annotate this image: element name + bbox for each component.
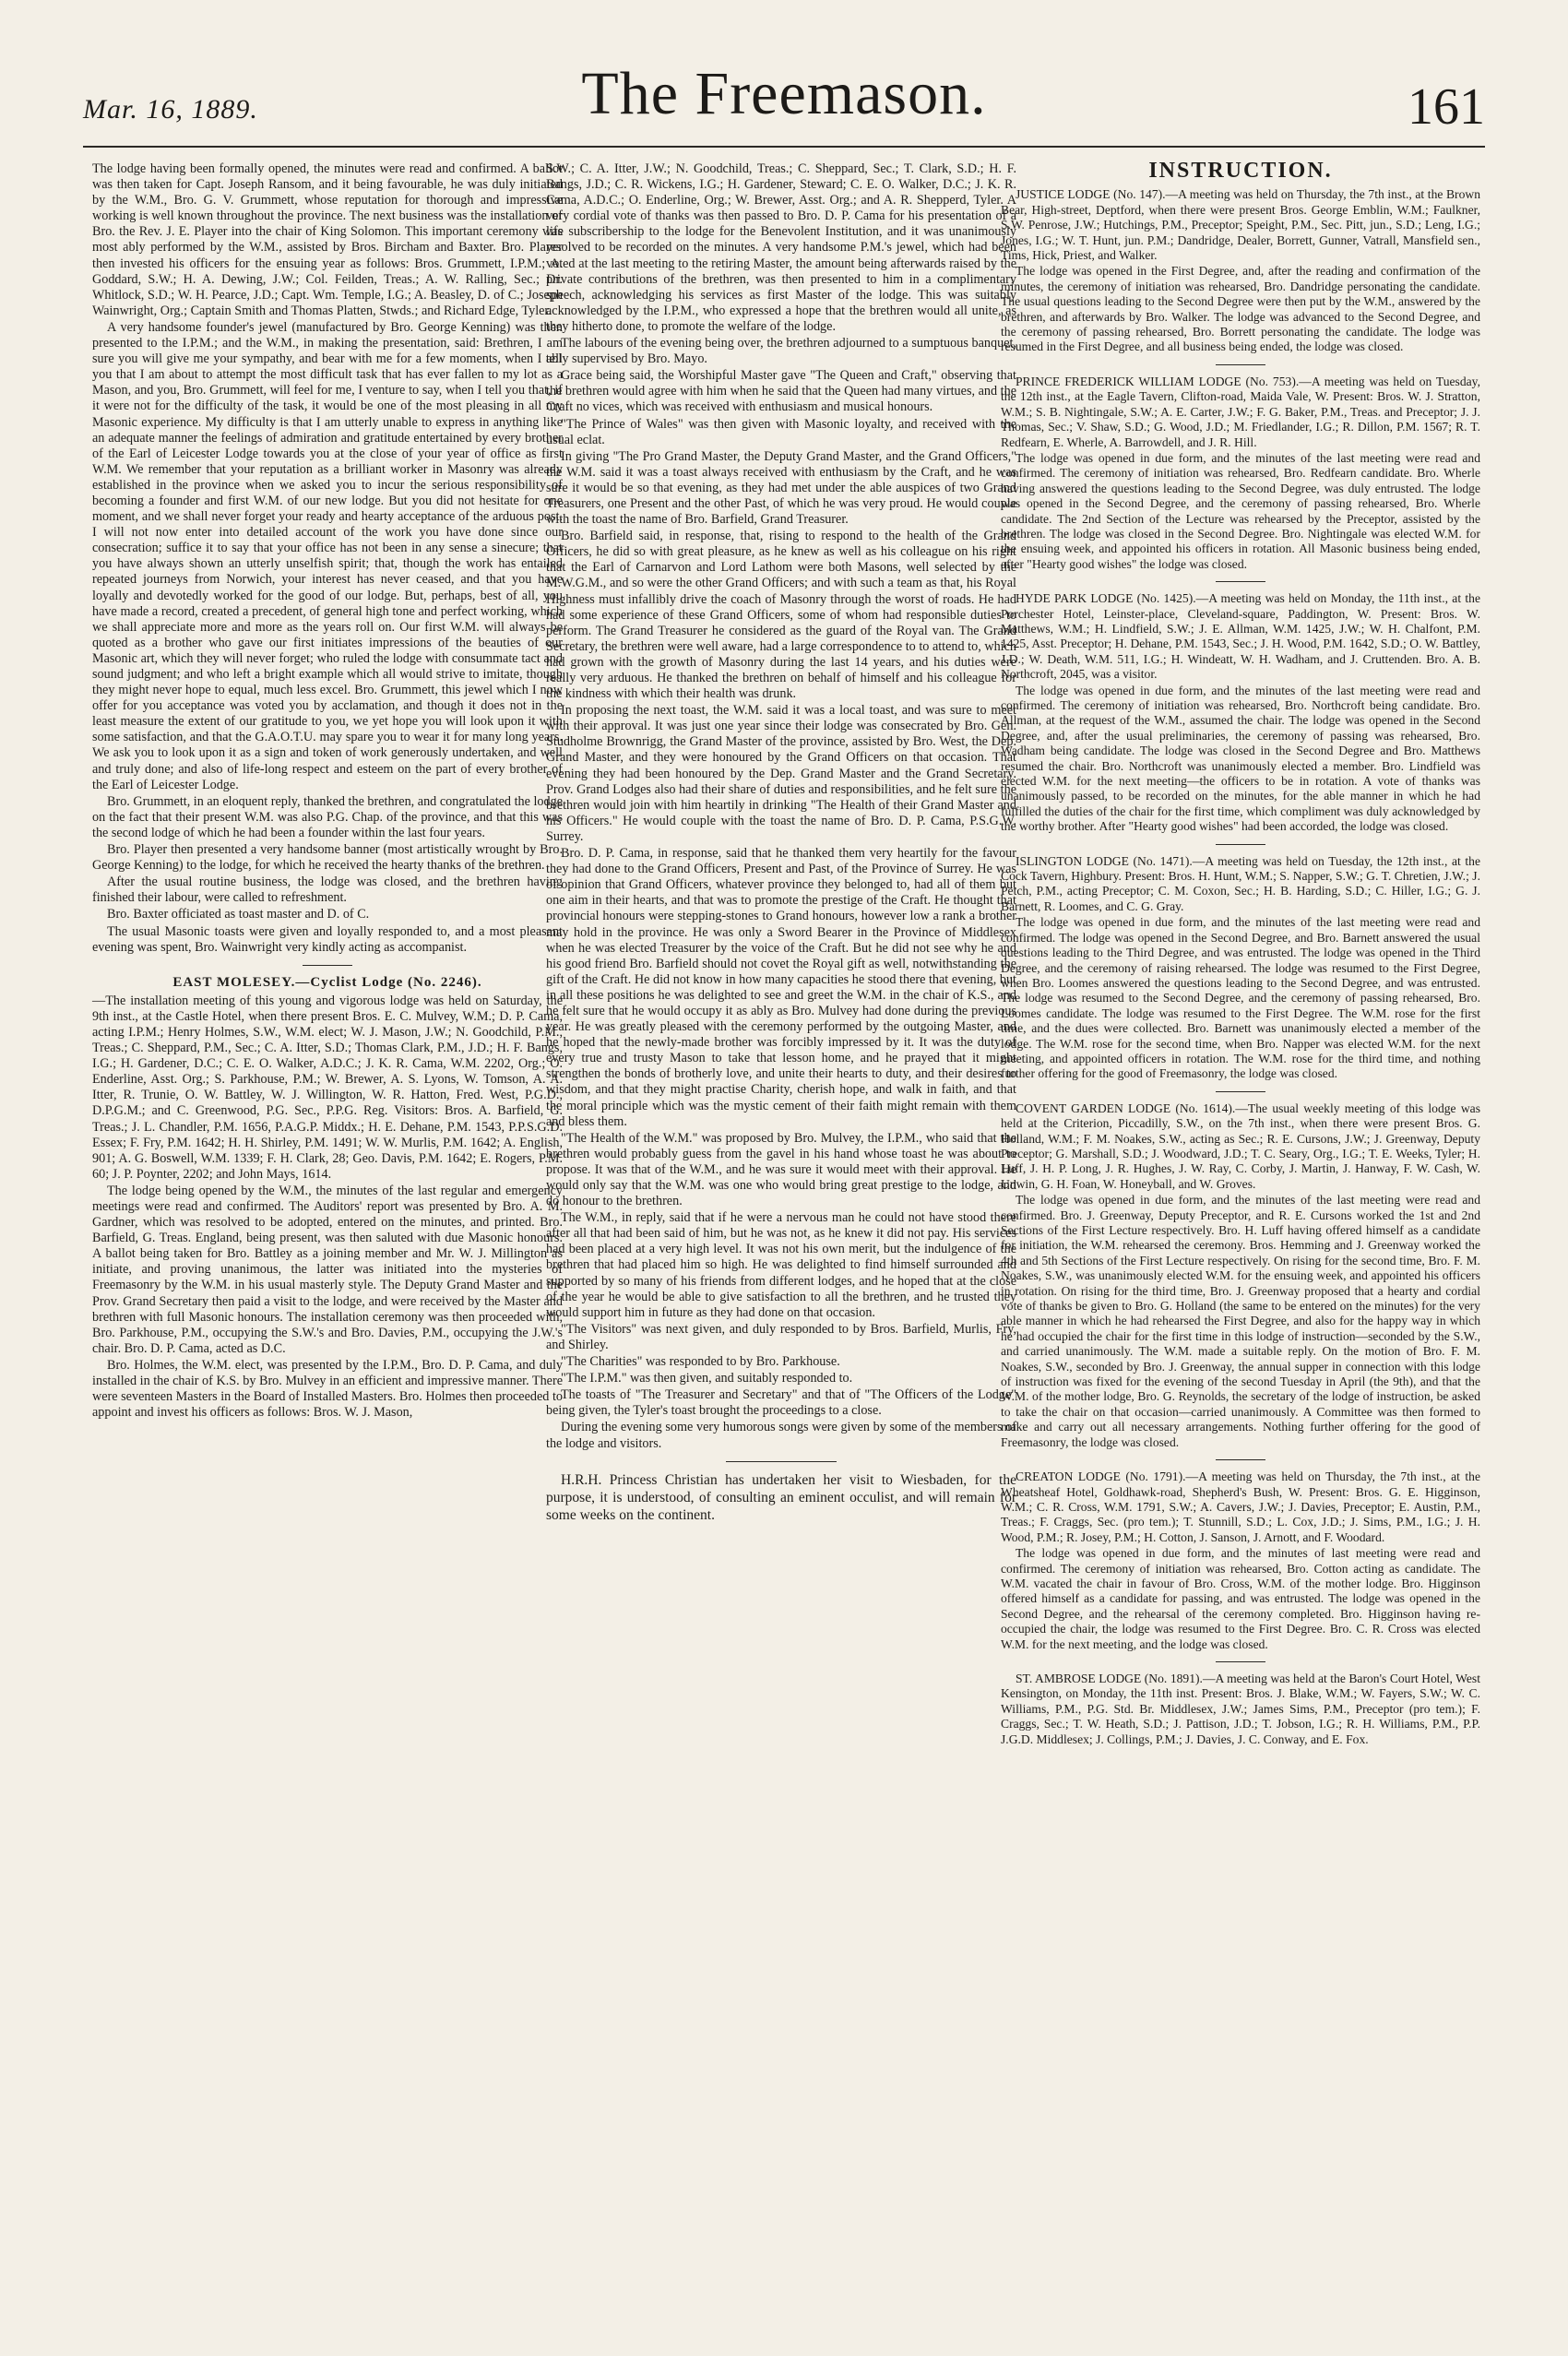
col1-section-paragraph: Bro. Holmes, the W.M. elect, was presented by the I.P.M., Bro. D. P. Cama, and duly installed in the chair of K.S. by Bro. Mulvey in an efficient and impressive manner. There were seventeen Masters in the Board of Installed Masters. Bro. Holmes then proceeded to appoint and invest his officers as follows: Bros. W. J. Mason, (92, 1357, 563, 1421)
col2-paragraph: "The Charities" was responded to by Bro. Parkhouse. (561, 1354, 840, 1370)
lodge-report-paragraph: The lodge was opened in due form, and the minutes of last meeting were read and confirmed. The ceremony of initiation was rehearsed, Bro. Cotton acting as candidate. The W.M. vacated the chair in favour of Bro. Cross, W.M. of the mother lodge. Bro. Higginson offered himself as a candidate for passing, and was entrusted. The lodge was opened in the Second Degree, and the rehearsal of the ceremony completed. Bro. Higginson having re-occupied the chair, the lodge was resumed to the First Degree. Bro. C. R. Cross was elected W.M. for the next meeting, and the lodge was closed. (1001, 1546, 1480, 1651)
col1-paragraph: After the usual routine business, the lodge was closed, and the brethren having finished their labour, were called to refreshment. (92, 875, 563, 906)
col2-paragraph: The labours of the evening being over, the brethren adjourned to a sumptuous banquet, ably supervised by Bro. Mayo. (546, 336, 1016, 367)
col2-paragraph: "The Prince of Wales" was then given with Masonic loyalty, and received with the usual eclat. (546, 416, 1016, 447)
section-separator (1216, 364, 1265, 365)
lodge-report-paragraph: HYDE PARK LODGE (No. 1425).—A meeting was held on Monday, the 11th inst., at the Porchester Hotel, Leinster-place, Cleveland-square, Paddington, W. Present: Bros. W. Matthews, W.M.; H. Lindfield, S.W.; J. E. Allman, W.M. 1425, J.W.; W. H. Chalfont, P.M. 1425, Asst. Preceptor; H. Dehane, P.M. 1543, Sec.; J. H. Wood, P.M. 1642, S.D.; O. W. Battley, J.D.; W. Death, W.M. 511, I.G.; H. Windeatt, W. H. Wadham, and J. Cruttenden. Bro. A. B. Northcroft, 2045, was a visitor. (1001, 591, 1480, 682)
col1-paragraph: A very handsome founder's jewel (manufactured by Bro. George Kenning) was then presented to the I.P.M.; and the W.M., in making the presentation, said: Brethren, I am sure you will give me your sympathy, and bear with me for a few moments, when I tell you that I am about to attempt the most difficult task that has ever fallen to my lot as a Mason, and you, Bro. Grummett, will feel for me, I venture to say, when I tell you that, if it were not for the difficulty of the task, it would be one of the most pleasing in all my Masonic experience. My difficulty is that I am utterly unable to express in anything like an adequate manner the feelings of admiration and gratitude entertained by every brother of the Earl of Leicester Lodge towards you at the close of your year of office as first W.M. We remember that your reputation as a brilliant worker in Masonry was already established in the province when we asked you to incur the serious responsibility of becoming a founder and first W.M. of our new lodge. But you did not hesitate for one moment, and we shall never forget your ready and hearty acceptance of the arduous post. I will not now enter into detailed account of the work you have done since our consecration; suffice it to say that your office has not been in any sense a sinecure; that you have always shown an utterly unselfish spirit; that, though the work has entailed repeated journeys from Norwich, your interest has never ceased, and that you have loyally and devotedly worked for the good of our lodge. But, perhaps, best of all, you have made a record, created a precedent, of general high tone and perfect working, which we shall appreciate more and more as the years roll on. Our first W.M. will always be quoted as a brother who gave our first initiates impressions of the beauties of our Masonic art, which they will never forget; who ruled the lodge with consummate tact and sound judgment; and who left a bright example which all would strive to imitate, though they might never hope to equal, much less excel. Bro. Grummett, this jewel which I now offer for you acceptance was voted you by acclamation, and though it does not in the least measure the extent of our gratitude to you, we yet hope you will look upon it with some satisfaction, and that the G.A.O.T.U. may spare you to wear it for many long years. We ask you to look upon it as a sign and token of work generously undertaken, and well and truly done; and also of life-long respect and esteem on the part of every brother of the Earl of Leicester Lodge. (92, 319, 563, 792)
masthead-title: The Freemason. (581, 60, 987, 127)
lodge-report-paragraph: ISLINGTON LODGE (No. 1471).—A meeting was held on Tuesday, the 12th inst., at the Cock Tavern, Highbury. Present: Bros. H. Hunt, W.M.; S. Napper, S.W.; G. T. Chretien, J.W.; J. Petch, P.M., acting Preceptor; C. M. Coxon, Sec.; H. B. Harding, S.D.; C. Hiller, I.G.; G. J. Barnett, R. Loomes, and C. G. Gray. (1001, 853, 1480, 913)
column-2 (546, 161, 1016, 1525)
instruction-heading: INSTRUCTION. (1148, 159, 1333, 183)
col2-paragraph: Bro. D. P. Cama, in response, said that he thanked them very heartily for the favour they had done to the Grand Officers, Present and Past, of the Province of Surrey. He was of opinion that Grand Officers, whatever province they belonged to, had all of them but one aim in their hearts, and that was to promote the prestige of the Craft. He thought that provincial honours were stepping-stones to Grand honours, however low a rank a brother may hold in the province. He was only a Sword Bearer in the Province of Middlesex when he was elected Treasurer by the voice of the Craft. But he did not see why he and his good friend Bro. Barfield should not covet the Royal gift as well, notwithstanding the gift of the Craft. He did not know in how many capacities he stood there that evening, but in all these positions he was delighted to see and greet the W.M. in the chair of K.S., and he felt sure that he would occupy it as ably as Bro. Mulvey had done during the previous year. He was greatly pleased with the ceremony performed by the outgoing Master, and he hoped that the newly-made brother was forcibly impressed by it. It was the duty of every true and trusty Mason to take that lesson home, and he prayed that it might strengthen the bonds of brotherly love, and unite their hearts to duty, and their desires to wisdom, and that they might practise Charity, cherish hope, and walk in faith, and that the moral principle which was the mystic cement of their faith might remain with them and bless them. (546, 846, 1016, 1129)
column-3 (1001, 161, 1480, 1748)
lodge-report-paragraph: The lodge was opened in due form, and the minutes of the last meeting were read and confirmed. The lodge was opened in the Second Degree, and Bro. Barnett answered the usual questions leading to the Third Degree, and was entrusted. The lodge was opened in the Third Degree, and the ceremony of raising rehearsed. The lodge was resumed to the First Degree, when Bro. Loomes answered the questions leading to the Second Degree, and was entrusted. The lodge was resumed to the Second Degree, and the ceremony of passing rehearsed, Bro. Loomes candidate. The lodge was resumed to the First Degree. The W.M. rose for the first time, and the dues were collected. Bro. Barnett was unanimously elected a member of the lodge. The W.M. rose for the second time, when Bro. Napper was elected W.M. for the next meeting, and appointed officers in rotation. The W.M. rose for the third time, and nothing further offering for the good of Freemasonry, the lodge was closed. (1001, 915, 1480, 1081)
section-separator (726, 1461, 837, 1462)
col1-paragraph: The usual Masonic toasts were given and loyally responded to, and a most pleasant evening was spent, Bro. Wainwright very kindly acting as accompanist. (92, 923, 563, 955)
col1-paragraph: The lodge having been formally opened, the minutes were read and confirmed. A ballot was then taken for Capt. Joseph Ransom, and it being favourable, he was duly initiated by the W.M., Bro. G. V. Grummett, whose reputation for thorough and impressive working is well known throughout the province. The next business was the installation of Bro. the Rev. J. E. Player into the chair of King Solomon. This important ceremony was most ably performed by the W.M., assisted by Bros. Bircham and Baxter. Bro. Player then invested his officers for the ensuing year as follows: Bros. Grummett, I.P.M.; A. Goddard, S.W.; H. A. Dewing, J.W.; Col. Feilden, Treas.; A. W. Ralling, Sec.; Dr. Whitlock, S.D.; W. H. Pearce, J.D.; Capt. Wm. Temple, I.G.; A. Beasley, D. of C.; Joseph Wainwright, Org.; Captain Smith and Thomas Platten, Stwds.; and Richard Edge, Tyler. (92, 161, 563, 318)
royal-notice (546, 1471, 1016, 1524)
col1-section-paragraph: The lodge being opened by the W.M., the minutes of the last regular and emergency meetings were read and confirmed. The Auditors' report was presented by Bro. A. M. Gardner, which was resolved to be adopted, entered on the minutes, and printed. Bro. Barfield, G. Treas. England, being present, was then saluted with due Masonic honours. A ballot being taken for Bro. Battley as a joining member and Mr. W. J. Millington as initiate, and proving unanimous, the latter was initiated into the mysteries of Freemasonry by the W.M. in his usual masterly style. The Deputy Grand Master and the Prov. Grand Secretary then paid a visit to the lodge, and were received by the Master and brethren with full Masonic honours. The installation ceremony was then proceeded with, Bro. Parkhouse, P.M., occupying the S.W.'s and Bro. Davies, P.M., occupying the J.W.'s chair. Bro. D. P. Cama, acted as D.C. (92, 1183, 563, 1356)
issue-date: Mar. 16, 1889. (83, 94, 258, 125)
header-rule (83, 146, 1485, 148)
col1-paragraph: Bro. Baxter officiated as toast master and D. of C. (107, 907, 370, 922)
lodge-report-paragraph: PRINCE FREDERICK WILLIAM LODGE (No. 753).—A meeting was held on Tuesday, the 12th inst., at the Eagle Tavern, Clifton-road, Maida Vale, W. Present: Bros. W. J. Stratton, W.M.; S. B. Nightingale, S.W.; A. E. Carter, J.W.; F. G. Baker, P.M., Treas. and Preceptor; J. J. Thomas, Sec.; V. Shaw, S.D.; G. Wood, J.D.; M. Friedlander, I.G.; R. Dillon, P.M. 1567; R. T. Redfearn, E. Wherle, A. Barrowdell, and J. R. Hill. (1001, 374, 1480, 449)
col2-paragraph: In giving "The Pro Grand Master, the Deputy Grand Master, and the Grand Officers," the W.M. said it was a toast always received with enthusiasm by the Craft, and he was sure it would be so that evening, as they had met under the able auspices of two Grand Treasurers, one Present and the other Past, of which he was very proud. He would couple with the toast the name of Bro. Barfield, Grand Treasurer. (546, 448, 1016, 528)
lodge-report-paragraph: COVENT GARDEN LODGE (No. 1614).—The usual weekly meeting of this lodge was held at the Criterion, Piccadilly, S.W., on the 7th inst., when there were present Bros. G. Holland, W.M.; F. M. Noakes, S.W., acting as Sec.; R. E. Cursons, J.W.; J. Greenway, Deputy Preceptor; G. Marshall, S.D.; J. Woodward, J.D.; T. C. Seary, Org., I.G.; T. E. Weeks, Tyler; H. Luff, J. H. P. Long, J. R. Hughes, J. W. Ray, C. Corby, J. Martin, J. Hanway, F. W. Cash, W. Unwin, G. H. Foan, W. Honeyball, and W. Groves. (1001, 1101, 1480, 1191)
lodge-report-paragraph: JUSTICE LODGE (No. 147).—A meeting was held on Thursday, the 7th inst., at the Brown Bear, High-street, Deptford, when there were present Bros. George Emblin, W.M.; Faulkner, S.W. Penrose, J.W.; Hutchings, P.M., Preceptor; Speight, P.M., Sec. Pitt, jun., S.D.; Leng, I.G.; Jones, I.G.; W. T. Hunt, jun. P.M.; Dandridge, Dealer, Borrett, Gunner, Vatrall, Mansfield sen., Tims, Hick, Priest, and Walker. (1001, 187, 1480, 263)
col2-paragraph: In proposing the next toast, the W.M. said it was a local toast, and was sure to meet with their approval. It was just one year since their lodge was consecrated by Bro. Gen. Studholme Brownrigg, the Grand Master of the province, assisted by Bro. West, the Dep. Grand Master, and they were honoured by the Grand Officers on that occasion. That evening they had been honoured by the Dep. Grand Master and the Grand Secretary. Prov. Grand Lodges also had their share of duties and responsibilities, and he felt sure the brethren would join with him heartily in drinking "The Health of their Grand Master and his Officers." He would couple with the toast the name of Bro. D. P. Cama, P.S.G.W. Surrey. (546, 703, 1016, 844)
section-separator (1216, 1661, 1265, 1662)
lodge-report-paragraph: The lodge was opened in due form, and the minutes of the last meeting were read and confirmed. The ceremony of initiation was rehearsed, Bro. Northcroft being candidate. Bro. Allman, at the request of the W.M., assumed the chair. The lodge was opened in the Second Degree, and, after the usual preliminaries, the ceremony of passing was rehearsed, Bro. Wadham being candidate. The lodge was closed in the Second Degree and Bro. Matthews resumed the chair. Bro. Northcroft was unanimously elected a member. Bro. Lindfield was elected W.M. for the next meeting—the officers to be in rotation. A vote of thanks was unanimously passed, to be recorded on the minutes, for the able manner in which he had fulfilled the duties of the chair for the first time, which compliment was duly acknowledged by the worthy brother. After "Hearty good wishes" had been accorded, the lodge was closed. (1001, 683, 1480, 834)
col2-paragraph: The toasts of "The Treasurer and Secretary" and that of "The Officers of the Lodge" being given, the Tyler's toast brought the proceedings to a close. (546, 1387, 1016, 1419)
lodge-report-paragraph: CREATON LODGE (No. 1791).—A meeting was held on Thursday, the 7th inst., at the Wheatsheaf Hotel, Goldhawk-road, Shepherd's Bush, W. Present: Bros. G. E. Higginson, W.M.; C. R. Cross, W.M. 1791, S.W.; A. Cavers, J.W.; J. Davies, Preceptor; E. Austin, P.M., Treas.; F. Craggs, Sec. (pro tem.); T. Stunnill, S.D.; L. Cox, J.D.; J. Sims, P.M., I.G.; J. H. Wood, P.M.; R. Josey, P.M.; H. Cotton, J. Sanson, J. Arnott, and F. Woodard. (1001, 1470, 1480, 1544)
section-separator (303, 965, 352, 966)
page-header (83, 59, 1485, 142)
col2-paragraph: "The Health of the W.M." was proposed by Bro. Mulvey, the I.P.M., who said that the brethren would probably guess from the gavel in his hand whose toast he was about to propose. It was that of the W.M., and he was sure it would meet with their approval. He would only say that the W.M. was one who would bring great prestige to the lodge, and do honour to the brethren. (546, 1130, 1016, 1209)
page-number: 161 (1408, 78, 1485, 136)
col1-paragraph: Bro. Grummett, in an eloquent reply, thanked the brethren, and congratulated the lodge on the fact that their present W.M. was also P.G. Chap. of the province, and that this was the second lodge of which he had been a founder within the last four years. (92, 793, 563, 840)
col2-paragraph: The W.M., in reply, said that if he were a nervous man he could not have stood there after all that had been said of him, but he was not, as he knew it did not pay. His services had been placed at a very high level. It was not his own merit, but the indulgence of the brethren that had placed him so high. He was delighted to find himself surrounded and supported by so many of his friends from different lodges, and he hoped that at the close of the year he would be able to give satisfaction to all the brethren, and he trusted they would support him in future as they had done on that occasion. (546, 1210, 1016, 1320)
section-heading-east-molesey: EAST MOLESEY.—Cyclist Lodge (No. 2246). (172, 974, 482, 990)
lodge-report-paragraph: The lodge was opened in the First Degree, and, after the reading and confirmation of the minutes, the ceremony of initiation was rehearsed, Bro. Dandridge personating the candidate. The usual questions leading to the Second Degree were then put by the W.M., answered by the brethren, and afterwards by Bro. Walker. The lodge was advanced to the Second Degree, and the ceremony of passing rehearsed, Bro. Borrett personating the candidate. The lodge was resumed in the First Degree, and all business being ended, the lodge was closed. (1001, 264, 1480, 354)
col1-section-paragraph: —The installation meeting of this young and vigorous lodge was held on Saturday, the 9th inst., at the Castle Hotel, when there present Bros. E. C. Mulvey, W.M.; D. P. Cama, acting I.P.M.; Henry Holmes, S.W., W.M. elect; W. J. Mason, J.W.; N. Goodchild, P.M., Treas.; C. Sheppard, P.M., Sec.; C. A. Itter, S.D.; Thomas Clark, P.M., J.D.; H. F. Bangs, I.G.; H. Gardener, D.C.; C. E. O. Walker, A.D.C.; J. K. R. Cama, W.M. 2202, Org.; O. Enderline, Asst. Org.; S. Parkhouse, P.M.; W. Brewer, A. S. Lyons, W. Tomson, A. A. Itter, R. Trunie, O. W. Battley, W. J. Willington, W. R. Hatton, Fred. West, P.G.D., D.P.G.M.; and C. Greenwood, P.G. Sec., P.P.G. Reg. Visitors: Bros. A. Barfield, G. Treas.; J. L. Chandler, P.M. 1656, P.A.G.P. Middx.; H. E. Dehane, P.M. 1543, P.P.S.G.D. Essex; F. Fry, P.M. 1642; H. H. Shirley, P.M. 1491; W. W. Murlis, P.M. 1642; A. English, 901; A. G. Boswell, W.M. 1339; F. H. Clark, 28; Geo. Davis, P.M. 1642; E. Rogers, P.M. 60; J. P. Poynter, 2202; and John Mays, 1614. (92, 993, 563, 1182)
notice-text: H.R.H. Princess Christian has undertaken her visit to Wiesbaden, for the purpose, it is understood, of consulting an eminent occulist, and will remain for some weeks on the continent. (546, 1471, 1016, 1523)
lodge-report-paragraph: The lodge was opened in due form, and the minutes of the last meeting were read and confirmed. Bro. J. Greenway, Deputy Preceptor, and R. E. Cursons worked the 1st and 2nd Sections of the First Lecture respectively. Bro. H. Luff having offered himself as a candidate for initiation, the W.M. rehearsed the ceremony. Bros. Hemming and J. Greenway worked the 4th and 5th Sections of the First Lecture respectively. On rising for the second time, Bro. F. M. Noakes, S.W., was unanimously elected W.M. for the ensuing week, and appointed his officers in rotation. On rising for the third time, Bro. J. Greenway proposed that a hearty and cordial vote of thanks be given to Bro. G. Holland (the same to be entered on the minutes) for the very able manner in which he had rehearsed the First Degree, and also for the happy way in which he had occupied the chair for the first time in this lodge of instruction—seconded by the S.W., and carried unanimously. The W.M. made a suitable reply. On the motion of Bro. F. M. Noakes, S.W., seconded by Bro. J. Greenway, the annual supper in connection with this lodge of instruction was fixed for the evening of the second Tuesday in April (the 9th), and that the W.M. of the mother lodge, Bro. G. Reynolds, the secretary of the lodge of instruction, be asked to take the chair on that occasion—carried unanimously. A Committee was then formed to make and carry out all necessary arrangements. Nothing further offering for the good of Freemasonry, the lodge was closed. (1001, 1193, 1480, 1449)
col2-paragraph: Bro. Barfield said, in response, that, rising to respond to the health of the Grand Officers, he did so with great pleasure, as he knew as well as his colleague on his right that the Earl of Carnarvon and Lord Lathom were both Masons, well selected by the M.W.G.M., and so were the other Grand Officers; and with such a team as that, his Royal Highness must infallibly drive the coach of Masonry through the worst of roads. He had had some experience of these Grand Officers, some of whom had responsible duties to perform. The Grand Treasurer he considered as the guard of the Royal van. The Grand Secretary, the brethren were well aware, had a large correspondence to to attend to, which had grown with the growth of Masonry during the last 14 years, and his duties were really very arduous. He thanked the brethren on behalf of himself and his colleague for the kindness with which their health was drunk. (546, 529, 1016, 702)
col2-paragraph: "The Visitors" was next given, and duly responded to by Bros. Barfield, Murlis, Fry, and Shirley. (546, 1321, 1016, 1352)
section-separator (1216, 844, 1265, 845)
col2-paragraph: Grace being said, the Worshipful Master gave "The Queen and Craft," observing that the brethren would agree with him when he said that the Queen had many virtues, and the Craft no vices, which was received with enthusiasm and musical honours. (546, 368, 1016, 415)
col1-paragraph: Bro. Player then presented a very handsome banner (most artistically wrought by Bro. George Kenning) to the lodge, for which he received the hearty thanks of the brethren. (92, 842, 563, 874)
section-separator (1216, 1091, 1265, 1092)
col2-paragraph: "The I.P.M." was then given, and suitably responded to. (561, 1371, 853, 1386)
column-1 (92, 161, 563, 1422)
lodge-report-paragraph: The lodge was opened in due form, and the minutes of the last meeting were read and confirmed. The ceremony of initiation was rehearsed, Bro. Redfearn candidate. Bro. Wherle having answered the questions leading to the Second Degree, was duly entrusted. The lodge was opened in the Second Degree, and the ceremony of passing rehearsed, Bro. Wherle candidate. The 2nd Section of the Lecture was rehearsed by the Preceptor, assisted by the brethren. The lodge was closed in the Second Degree. Bro. Nightingale was elected W.M. for the ensuing week, and appointed his officers in rotation. All Masonic business being ended, after "Hearty good wishes" the lodge was closed. (1001, 450, 1480, 571)
col2-paragraph: S.W.; C. A. Itter, J.W.; N. Goodchild, Treas.; C. Sheppard, Sec.; T. Clark, S.D.; H. F. Bangs, J.D.; C. R. Wickens, I.G.; H. Gardener, Steward; C. E. O. Walker, D.C.; J. K. R. Cama, A.D.C.; O. Enderline, Org.; W. Brewer, Asst. Org.; and A. R. Shepperd, Tyler. A very cordial vote of thanks was then passed to Bro. D. P. Cama for his presentation of a life subscribership to the lodge for the Benevolent Institution, and it was unanimously resolved to be recorded on the minutes. A very handsome P.M.'s jewel, which had been voted at the last meeting to the retiring Master, the amount being afterwards raised by the private contributions of the brethren, was then presented to him in a complimentary speech, acknowledging his services as first Master of the lodge. This was suitably acknowledged by the I.P.M., who expressed a hope that the brethren would all unite, as they hitherto done, to promote the welfare of the lodge. (546, 161, 1016, 334)
section-separator (1216, 581, 1265, 582)
section-separator (1216, 1459, 1265, 1460)
lodge-report-paragraph: ST. AMBROSE LODGE (No. 1891).—A meeting was held at the Baron's Court Hotel, West Kensington, on Monday, the 11th inst. Present: Bros. J. Blake, W.M.; W. Fayers, S.W.; W. C. Williams, P.M., P.G. Std. Br. Middlesex, J.W.; James Sims, P.M., Preceptor (pro tem.); F. Craggs, Sec.; T. W. Heath, S.D.; J. Pattison, J.D.; T. Jobson, I.G.; R. H. Williams, P.M., P.P. J.G.D. Middlesex; J. Collings, P.M.; J. Davies, J. C. Conway, and E. Fox. (1001, 1671, 1480, 1746)
col2-paragraph: During the evening some very humorous songs were given by some of the members of the lodge and visitors. (546, 1420, 1016, 1451)
